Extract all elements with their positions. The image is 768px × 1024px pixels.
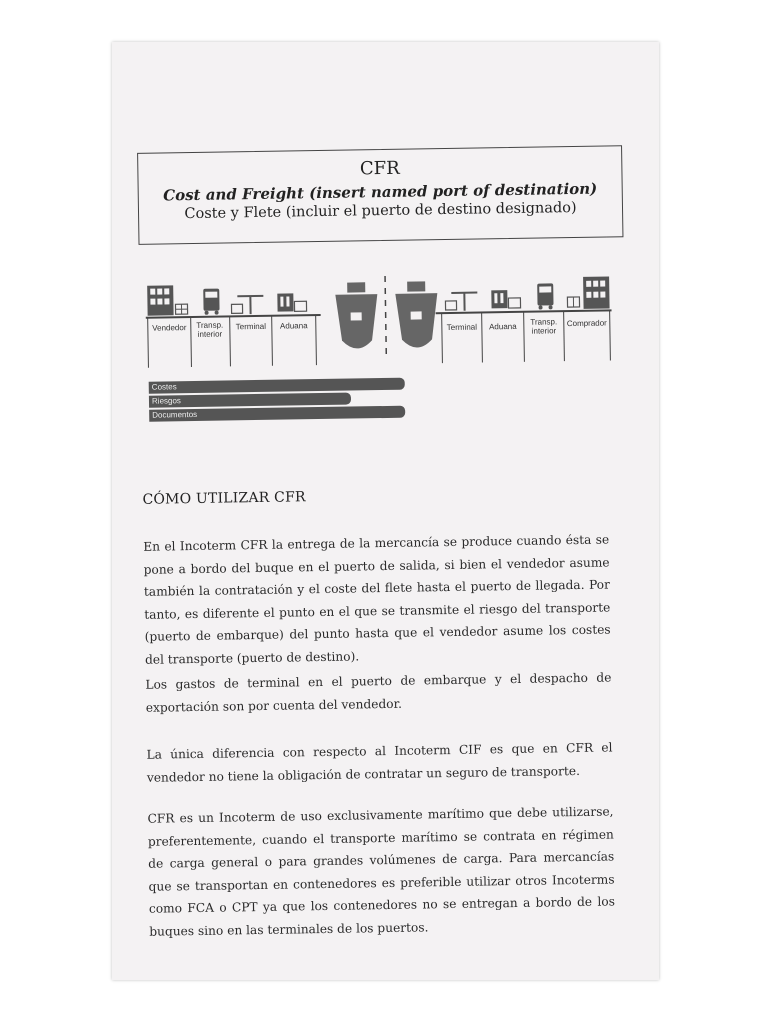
ship-rail-divider	[385, 276, 386, 356]
bar-documents: Documentos	[149, 406, 405, 422]
paragraph-4: CFR es un Incoterm de uso exclusivamente marítimo que debe utilizarse, preferentemente, cuando el transporte marítimo se contrata en régimen de carga general o para grandes volúmenes de carga. Para mercancías que se transportan en contenedores es preferible utilizar otros Incoterms como FCA o CPT ya que los contenedores no se entregan a bordo de los buques sino en las terminales de los puertos.	[147, 804, 616, 939]
truck-icon-right	[537, 283, 553, 309]
incoterm-subtitle-english: Cost and Freight (insert named port of destination)	[163, 179, 598, 205]
stage-label-inland-transport: Transp. interior	[196, 320, 224, 339]
truck-icon	[203, 289, 219, 315]
stage-label-terminal: Terminal	[235, 321, 267, 332]
incoterm-diagram	[145, 272, 613, 419]
seller-building-icon	[147, 285, 187, 316]
customs-icon	[277, 293, 306, 311]
bar-risks: Riesgos	[149, 393, 351, 408]
stage-label-buyer: Comprador	[566, 318, 607, 329]
ship-destination-icon	[395, 281, 438, 348]
paragraph-1: En el Incoterm CFR la entrega de la mercancía se produce cuando ésta se pone a bordo del buque en el puerto de salida, si bien el vendedor asume también la contratación y el coste del flete hasta el puerto de llegada. Por tanto, es diferente el punto en el que se transmite el riesgo del transporte (puerto de embarque) del punto hasta que el vendedor asume los costes del transporte (puerto de destino).	[143, 532, 611, 667]
paragraph-3: La única diferencia con respecto al Incoterm CIF es que en CFR el vendedor no tiene la obligación de contratar un seguro de transporte.	[146, 740, 613, 785]
paragraph-2: Los gastos de terminal en el puerto de embarque y el despacho de exportación son por cuenta del vendedor.	[145, 670, 612, 715]
ship-origin-icon	[335, 282, 378, 349]
stage-label-terminal-destination: Terminal	[446, 322, 478, 333]
stage-label-customs: Aduana	[279, 321, 308, 331]
crane-icon-right	[445, 293, 477, 312]
stage-label-customs-destination: Aduana	[488, 321, 517, 332]
buyer-building-icon	[567, 276, 609, 309]
section-heading: CÓMO UTILIZAR CFR	[142, 489, 306, 508]
incoterm-title: CFR	[359, 157, 400, 180]
crane-icon	[231, 296, 263, 315]
title-box	[137, 145, 623, 245]
customs-icon-right	[491, 290, 520, 308]
page-content	[105, 38, 667, 984]
stage-label-inland-transport-destination: Transp. interior	[530, 317, 558, 336]
stage-label-seller: Vendedor	[152, 323, 187, 333]
document-page	[112, 42, 659, 980]
incoterm-subtitle-spanish: Coste y Flete (incluir el puerto de destino designado)	[184, 199, 577, 223]
bar-costs: Costes	[149, 378, 405, 394]
